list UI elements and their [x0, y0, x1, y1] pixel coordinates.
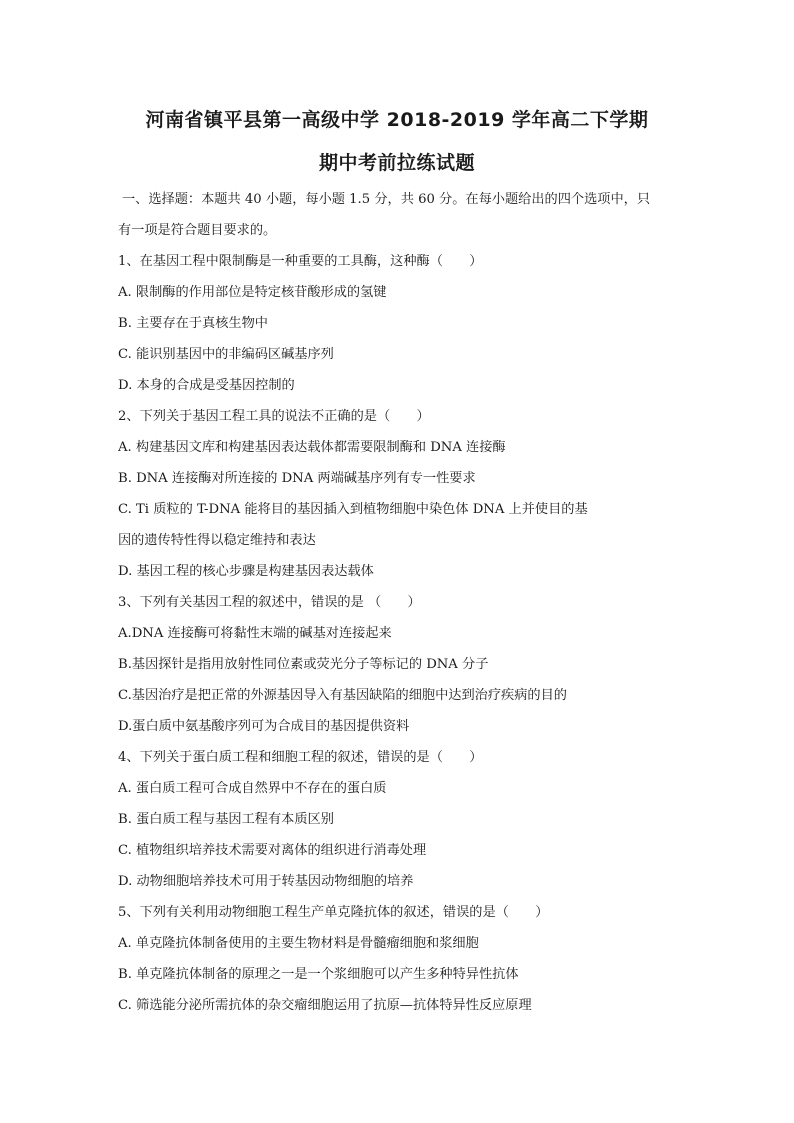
question-1-stem: 1、在基因工程中限制酶是一种重要的工具酶，这种酶（ ）: [118, 254, 483, 269]
question-2-option-b: B. DNA 连接酶对所连接的 DNA 两端碱基序列有专一性要求: [118, 471, 476, 486]
section-intro-line-1: 一、选择题：本题共 40 小题，每小题 1.5 分，共 60 分。在每小题给出的四个选项中，只: [122, 192, 651, 207]
question-3-option-d: D.蛋白质中氨基酸序列可为合成目的基因提供资料: [118, 719, 410, 734]
document-content: [118, 184, 678, 1021]
section-intro-line-2: 有一项是符合题目要求的。: [118, 223, 277, 238]
question-5-stem: 5、下列有关利用动物细胞工程生产单克隆抗体的叙述，错误的是（ ）: [118, 905, 549, 920]
question-5-option-a: A. 单克隆抗体制备使用的主要生物材料是骨髓瘤细胞和浆细胞: [118, 936, 479, 951]
document-title-line-2: 期中考前拉练试题: [318, 152, 475, 174]
question-3-option-b: B.基因探针是指用放射性同位素或荧光分子等标记的 DNA 分子: [118, 657, 489, 672]
question-4-option-c: C. 植物组织培养技术需要对离体的组织进行消毒处理: [118, 843, 427, 858]
question-2-option-c: C. Ti 质粒的 T-DNA 能将目的基因插入到植物细胞中染色体 DNA 上并使目的基: [118, 502, 588, 517]
question-1-option-a: A. 限制酶的作用部位是特定核苷酸形成的氢键: [118, 285, 387, 300]
question-1-option-c: C. 能识别基因中的非编码区碱基序列: [118, 347, 334, 362]
question-4-option-d: D. 动物细胞培养技术可用于转基因动物细胞的培养: [118, 874, 414, 889]
question-5-option-c: C. 筛选能分泌所需抗体的杂交瘤细胞运用了抗原—抗体特异性反应原理: [118, 998, 532, 1013]
document-title-line-1: 河南省镇平县第一高级中学 2018-2019 学年高二下学期: [145, 109, 649, 131]
question-4-stem: 4、下列关于蛋白质工程和细胞工程的叙述，错误的是（ ）: [118, 750, 483, 765]
question-3-stem: 3、下列有关基因工程的叙述中，错误的是 （ ）: [118, 595, 421, 610]
question-3-option-a: A.DNA 连接酶可将黏性末端的碱基对连接起来: [118, 626, 392, 641]
question-1-option-d: D. 本身的合成是受基因控制的: [118, 378, 295, 393]
question-2-stem: 2、下列关于基因工程工具的说法不正确的是（ ）: [118, 409, 430, 424]
question-4-option-a: A. 蛋白质工程可合成自然界中不存在的蛋白质: [118, 781, 387, 796]
question-3-option-c: C.基因治疗是把正常的外源基因导入有基因缺陷的细胞中达到治疗疾病的目的: [118, 688, 567, 703]
question-1-option-b: B. 主要存在于真核生物中: [118, 316, 268, 331]
question-2-option-d: D. 基因工程的核心步骤是构建基因表达载体: [118, 564, 374, 579]
question-5-option-b: B. 单克隆抗体制备的原理之一是一个浆细胞可以产生多种特异性抗体: [118, 967, 519, 982]
question-2-option-a: A. 构建基因文库和构建基因表达载体都需要限制酶和 DNA 连接酶: [118, 440, 506, 455]
question-4-option-b: B. 蛋白质工程与基因工程有本质区别: [118, 812, 334, 827]
question-2-option-c-continued: 因的遗传特性得以稳定维持和表达: [118, 533, 316, 548]
